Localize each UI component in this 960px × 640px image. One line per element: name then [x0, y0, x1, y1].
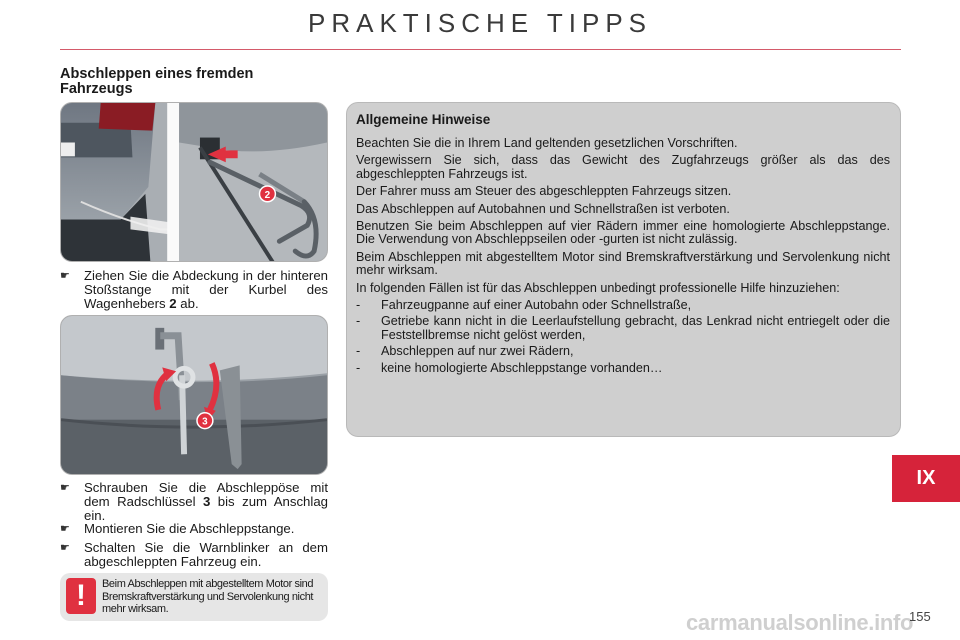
warning-icon: !	[66, 578, 96, 614]
title-divider	[60, 49, 901, 50]
general-notes-box	[346, 102, 901, 437]
callout-2: 2	[264, 189, 271, 201]
callout-3: 3	[202, 416, 208, 428]
info-paragraph: In folgenden Fällen ist für das Abschleppen unbedingt professionelle Hilfe hinzuziehen:	[356, 280, 840, 295]
info-title: Allgemeine Hinweise	[356, 112, 491, 127]
list-item: - keine homologierte Abschleppstange vorhanden…	[356, 362, 890, 375]
info-list	[356, 299, 890, 375]
step-hazard-lights: ☛ Schalten Sie die Warnblinker an dem abgeschleppten Fahrzeug ein.	[60, 540, 328, 569]
list-item: - Getriebe kann nicht in die Leerlaufstellung gebracht, das Lenkrad nicht entriegelt oder die Feststellbremse nicht gelöst werden,	[356, 315, 890, 342]
step-screw-towing-eye: ☛ Schrauben Sie die Abschleppöse mit dem Radschlüssel 3 bis zum Anschlag ein.	[60, 480, 328, 523]
info-paragraph: Benutzen Sie beim Abschleppen auf vier Rädern immer eine homologierte Abschleppstange. Die Verwendung von Abschleppseilen oder -gurten ist nicht zulässig.	[356, 219, 890, 247]
warning-text: Beim Abschleppen mit abgestelltem Motor sind Bremskraftverstärkung und Servolenkung nicht mehr wirksam.	[102, 578, 314, 615]
page-number: 155	[909, 609, 931, 624]
info-paragraph: Beim Abschleppen mit abgestelltem Motor sind Bremskraftverstärkung und Servolenkung nicht mehr wirksam.	[356, 249, 890, 278]
info-paragraph: Der Fahrer muss am Steuer des abgeschleppten Fahrzeugs sitzen.	[356, 184, 732, 199]
illustration-screw-towing-eye	[60, 315, 328, 475]
pointing-hand-icon: ☛	[60, 542, 70, 554]
info-paragraph: Beachten Sie die in Ihrem Land geltenden gesetzlichen Vorschriften.	[356, 136, 738, 150]
pointing-hand-icon: ☛	[60, 270, 70, 282]
chapter-tab: IX	[892, 455, 960, 502]
step-mount-tow-bar: ☛ Montieren Sie die Abschleppstange.	[60, 521, 295, 536]
list-item: - Abschleppen auf nur zwei Rädern,	[356, 345, 890, 358]
watermark: carmanualsonline.info	[686, 610, 914, 635]
section-heading: Abschleppen eines fremden Fahrzeugs	[60, 66, 254, 97]
pointing-hand-icon: ☛	[60, 482, 70, 494]
illustration-remove-cover	[60, 102, 328, 262]
pointing-hand-icon: ☛	[60, 523, 70, 535]
list-item: - Fahrzeugpanne auf einer Autobahn oder Schnellstraße,	[356, 299, 890, 312]
info-body	[356, 137, 890, 378]
page-title: PRAKTISCHE TIPPS	[307, 8, 653, 38]
info-paragraph: Das Abschleppen auf Autobahnen und Schnellstraßen ist verboten.	[356, 201, 730, 216]
step-remove-cover: ☛ Ziehen Sie die Abdeckung in der hinteren Stoßstange mit der Kurbel des Wagenhebers 2 ab.	[60, 268, 328, 311]
warning-box	[60, 573, 328, 621]
info-paragraph: Vergewissern Sie sich, dass das Gewicht des Zugfahrzeugs größer als das des abgeschleppten Fahrzeugs ist.	[356, 153, 890, 181]
